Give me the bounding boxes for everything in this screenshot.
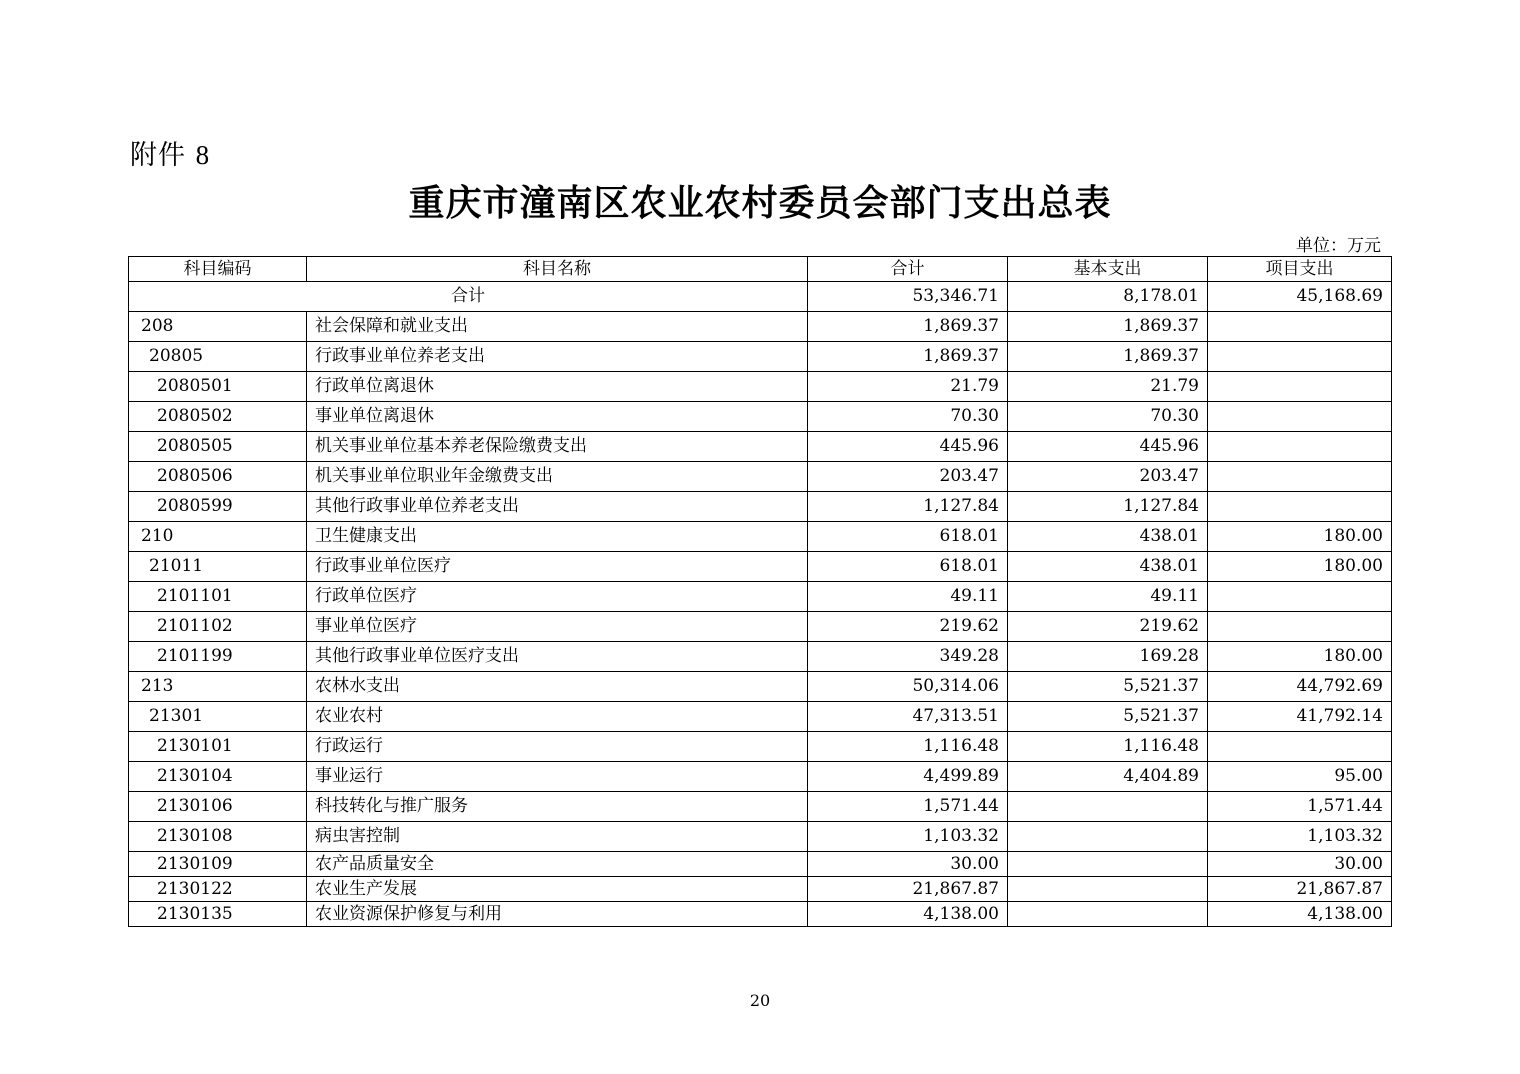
expenditure-table: [128, 256, 1392, 927]
cell-total: 618.01: [808, 522, 1008, 552]
cell-project: 180.00: [1208, 642, 1392, 672]
cell-name: 农业资源保护修复与利用: [307, 902, 808, 927]
cell-code: 2130109: [129, 852, 307, 877]
cell-project: 41,792.14: [1208, 702, 1392, 732]
column-header-basic: 基本支出: [1008, 257, 1208, 282]
cell-name: 机关事业单位职业年金缴费支出: [307, 462, 808, 492]
cell-total: 203.47: [808, 462, 1008, 492]
cell-basic: 70.30: [1008, 402, 1208, 432]
cell-total: 1,103.32: [808, 822, 1008, 852]
cell-basic: 438.01: [1008, 522, 1208, 552]
cell-total: 1,571.44: [808, 792, 1008, 822]
table-row: [129, 402, 1392, 432]
cell-basic: 1,869.37: [1008, 312, 1208, 342]
cell-total: 4,138.00: [808, 902, 1008, 927]
cell-project: [1208, 462, 1392, 492]
cell-project: [1208, 312, 1392, 342]
cell-basic: 445.96: [1008, 432, 1208, 462]
cell-name: 农林水支出: [307, 672, 808, 702]
cell-basic: 203.47: [1008, 462, 1208, 492]
cell-name: 行政单位离退休: [307, 372, 808, 402]
cell-basic: [1008, 902, 1208, 927]
cell-project: [1208, 732, 1392, 762]
table-row: [129, 852, 1392, 877]
table-row: [129, 732, 1392, 762]
cell-code: 2101199: [129, 642, 307, 672]
attachment-label-text: 附件: [130, 140, 186, 171]
total-sum: 53,346.71: [808, 282, 1008, 312]
cell-code: 21301: [129, 702, 307, 732]
table-row: [129, 792, 1392, 822]
cell-code: 2080501: [129, 372, 307, 402]
cell-code: 2130104: [129, 762, 307, 792]
cell-name: 社会保障和就业支出: [307, 312, 808, 342]
page-number: 20: [749, 991, 771, 1010]
cell-project: 44,792.69: [1208, 672, 1392, 702]
table-row: [129, 902, 1392, 927]
cell-name: 卫生健康支出: [307, 522, 808, 552]
table-row: [129, 342, 1392, 372]
cell-basic: [1008, 822, 1208, 852]
table-row: [129, 492, 1392, 522]
cell-project: [1208, 432, 1392, 462]
cell-basic: 1,869.37: [1008, 342, 1208, 372]
cell-code: 210: [129, 522, 307, 552]
cell-basic: 4,404.89: [1008, 762, 1208, 792]
cell-total: 21.79: [808, 372, 1008, 402]
cell-name: 事业运行: [307, 762, 808, 792]
cell-total: 21,867.87: [808, 877, 1008, 902]
cell-basic: [1008, 852, 1208, 877]
cell-total: 219.62: [808, 612, 1008, 642]
cell-code: 2130122: [129, 877, 307, 902]
cell-project: 180.00: [1208, 522, 1392, 552]
table-row: [129, 552, 1392, 582]
cell-total: 349.28: [808, 642, 1008, 672]
total-project: 45,168.69: [1208, 282, 1392, 312]
cell-total: 50,314.06: [808, 672, 1008, 702]
cell-code: 20805: [129, 342, 307, 372]
column-header-code: 科目编码: [129, 257, 307, 282]
cell-name: 事业单位离退休: [307, 402, 808, 432]
cell-project: [1208, 492, 1392, 522]
cell-project: [1208, 342, 1392, 372]
cell-name: 其他行政事业单位医疗支出: [307, 642, 808, 672]
cell-name: 事业单位医疗: [307, 612, 808, 642]
table-row: [129, 462, 1392, 492]
cell-total: 1,869.37: [808, 342, 1008, 372]
cell-code: 2130101: [129, 732, 307, 762]
cell-basic: 438.01: [1008, 552, 1208, 582]
total-basic: 8,178.01: [1008, 282, 1208, 312]
attachment-number: 8: [195, 140, 211, 170]
cell-name: 农业农村: [307, 702, 808, 732]
table-row: [129, 312, 1392, 342]
cell-total: 618.01: [808, 552, 1008, 582]
table-header-row: [129, 257, 1392, 282]
cell-project: 30.00: [1208, 852, 1392, 877]
total-row: [129, 282, 1392, 312]
column-header-total: 合计: [808, 257, 1008, 282]
column-header-name: 科目名称: [307, 257, 808, 282]
cell-name: 机关事业单位基本养老保险缴费支出: [307, 432, 808, 462]
cell-name: 科技转化与推广服务: [307, 792, 808, 822]
cell-total: 49.11: [808, 582, 1008, 612]
cell-total: 70.30: [808, 402, 1008, 432]
cell-project: 4,138.00: [1208, 902, 1392, 927]
cell-basic: [1008, 792, 1208, 822]
cell-total: 30.00: [808, 852, 1008, 877]
cell-project: 180.00: [1208, 552, 1392, 582]
cell-code: 2101101: [129, 582, 307, 612]
cell-code: 2101102: [129, 612, 307, 642]
table-row: [129, 372, 1392, 402]
cell-name: 其他行政事业单位养老支出: [307, 492, 808, 522]
cell-name: 行政运行: [307, 732, 808, 762]
table-row: [129, 822, 1392, 852]
column-header-project: 项目支出: [1208, 257, 1392, 282]
cell-basic: 21.79: [1008, 372, 1208, 402]
cell-project: [1208, 372, 1392, 402]
cell-basic: 5,521.37: [1008, 672, 1208, 702]
cell-basic: 5,521.37: [1008, 702, 1208, 732]
table-row: [129, 522, 1392, 552]
cell-total: 1,869.37: [808, 312, 1008, 342]
cell-name: 行政事业单位养老支出: [307, 342, 808, 372]
table-body: [129, 282, 1392, 927]
cell-name: 病虫害控制: [307, 822, 808, 852]
cell-basic: [1008, 877, 1208, 902]
cell-basic: 1,116.48: [1008, 732, 1208, 762]
cell-basic: 219.62: [1008, 612, 1208, 642]
cell-code: 2130135: [129, 902, 307, 927]
cell-code: 2080506: [129, 462, 307, 492]
cell-name: 农业生产发展: [307, 877, 808, 902]
table-row: [129, 762, 1392, 792]
cell-code: 2130106: [129, 792, 307, 822]
cell-project: 21,867.87: [1208, 877, 1392, 902]
cell-total: 1,116.48: [808, 732, 1008, 762]
cell-name: 行政单位医疗: [307, 582, 808, 612]
table-row: [129, 672, 1392, 702]
cell-total: 445.96: [808, 432, 1008, 462]
table-row: [129, 702, 1392, 732]
cell-total: 47,313.51: [808, 702, 1008, 732]
table-row: [129, 612, 1392, 642]
cell-name: 行政事业单位医疗: [307, 552, 808, 582]
cell-code: 2080599: [129, 492, 307, 522]
cell-basic: 49.11: [1008, 582, 1208, 612]
total-label: 合计: [129, 282, 808, 312]
cell-name: 农产品质量安全: [307, 852, 808, 877]
cell-code: 208: [129, 312, 307, 342]
unit-label: 单位：万元: [1296, 236, 1381, 256]
table-row: [129, 432, 1392, 462]
cell-project: 1,571.44: [1208, 792, 1392, 822]
cell-project: [1208, 612, 1392, 642]
cell-total: 4,499.89: [808, 762, 1008, 792]
cell-total: 1,127.84: [808, 492, 1008, 522]
cell-project: 1,103.32: [1208, 822, 1392, 852]
cell-project: [1208, 402, 1392, 432]
cell-basic: 169.28: [1008, 642, 1208, 672]
cell-code: 213: [129, 672, 307, 702]
table-row: [129, 877, 1392, 902]
document-title: 重庆市潼南区农业农村委员会部门支出总表: [408, 182, 1112, 224]
attachment-label: [130, 133, 210, 172]
cell-basic: 1,127.84: [1008, 492, 1208, 522]
table-row: [129, 582, 1392, 612]
cell-code: 2130108: [129, 822, 307, 852]
cell-code: 21011: [129, 552, 307, 582]
cell-project: 95.00: [1208, 762, 1392, 792]
cell-code: 2080502: [129, 402, 307, 432]
cell-project: [1208, 582, 1392, 612]
cell-code: 2080505: [129, 432, 307, 462]
table-row: [129, 642, 1392, 672]
